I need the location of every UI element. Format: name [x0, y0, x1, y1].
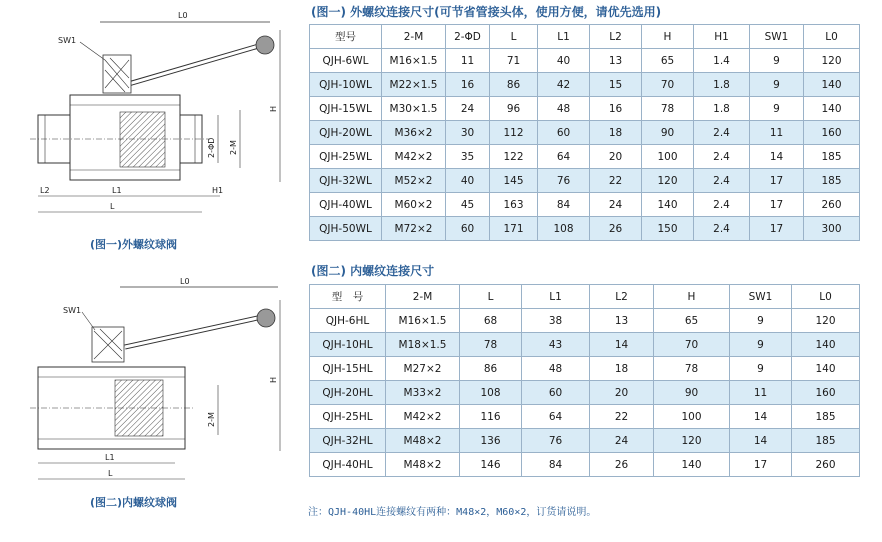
- table-cell: 17: [730, 453, 792, 477]
- table-cell: 60: [538, 121, 590, 145]
- table-cell: 100: [642, 145, 694, 169]
- column-header: 2-M: [382, 25, 446, 49]
- column-header: H: [654, 285, 730, 309]
- table-cell: 13: [590, 49, 642, 73]
- fig2-h-label: H: [269, 376, 278, 383]
- table-row: [310, 97, 860, 121]
- table-cell: 20: [590, 145, 642, 169]
- table-cell: M42×2: [386, 405, 460, 429]
- table-cell: 1.8: [694, 97, 750, 121]
- table-cell: 160: [804, 121, 860, 145]
- column-header: 型 号: [310, 285, 386, 309]
- table-row: [310, 429, 860, 453]
- table-cell: QJH-10WL: [310, 73, 382, 97]
- column-header: L1: [538, 25, 590, 49]
- table-row: [310, 121, 860, 145]
- fig1-l2-label: L2: [40, 186, 50, 195]
- table-cell: 20: [590, 381, 654, 405]
- table-cell: 17: [750, 217, 804, 241]
- table-cell: 45: [446, 193, 490, 217]
- table-cell: 146: [460, 453, 522, 477]
- table2-title: (图二) 内螺纹连接尺寸: [311, 264, 435, 278]
- table-cell: 24: [590, 193, 642, 217]
- table-cell: M48×2: [386, 453, 460, 477]
- table-cell: 185: [792, 429, 860, 453]
- table-cell: 260: [804, 193, 860, 217]
- fig2-sw1-label: SW1: [63, 306, 82, 315]
- column-header: 2-ΦD: [446, 25, 490, 49]
- table-cell: M48×2: [386, 429, 460, 453]
- table-cell: 84: [522, 453, 590, 477]
- table-cell: 48: [538, 97, 590, 121]
- figure2-caption: (图二)内螺纹球阀: [90, 496, 178, 509]
- table-cell: QJH-25WL: [310, 145, 382, 169]
- table-cell: 120: [792, 309, 860, 333]
- table-cell: 14: [730, 405, 792, 429]
- table-cell: 2.4: [694, 145, 750, 169]
- table-cell: 78: [642, 97, 694, 121]
- column-header: 2-M: [386, 285, 460, 309]
- table-row: [310, 309, 860, 333]
- table-cell: 1.4: [694, 49, 750, 73]
- table-cell: 17: [750, 193, 804, 217]
- table-cell: 15: [590, 73, 642, 97]
- table-cell: 78: [654, 357, 730, 381]
- table-cell: QJH-20WL: [310, 121, 382, 145]
- table-cell: 140: [792, 333, 860, 357]
- table-cell: 38: [522, 309, 590, 333]
- table-cell: M27×2: [386, 357, 460, 381]
- table-cell: 108: [538, 217, 590, 241]
- column-header: L2: [590, 25, 642, 49]
- table-cell: QJH-50WL: [310, 217, 382, 241]
- table-cell: QJH-6HL: [310, 309, 386, 333]
- internal-thread-spec-table: [309, 284, 860, 477]
- table-cell: 108: [460, 381, 522, 405]
- table-cell: 26: [590, 217, 642, 241]
- table-cell: 43: [522, 333, 590, 357]
- column-header: H1: [694, 25, 750, 49]
- table-cell: 160: [792, 381, 860, 405]
- table-cell: 11: [446, 49, 490, 73]
- table-cell: 40: [538, 49, 590, 73]
- table-cell: M42×2: [382, 145, 446, 169]
- order-note: 注：QJH-40HL连接螺纹有两种：M48×2，M60×2，订货请说明。: [308, 507, 597, 518]
- table-cell: 68: [460, 309, 522, 333]
- table-cell: QJH-20HL: [310, 381, 386, 405]
- table-cell: 140: [804, 97, 860, 121]
- internal-thread-valve-drawing: [0, 275, 300, 490]
- column-header: L: [460, 285, 522, 309]
- table-cell: QJH-32HL: [310, 429, 386, 453]
- table-cell: M30×1.5: [382, 97, 446, 121]
- table-cell: 60: [522, 381, 590, 405]
- table-cell: 26: [590, 453, 654, 477]
- table-cell: 2.4: [694, 169, 750, 193]
- table-cell: QJH-6WL: [310, 49, 382, 73]
- table-row: [310, 193, 860, 217]
- table-cell: 136: [460, 429, 522, 453]
- table-cell: M60×2: [382, 193, 446, 217]
- table-cell: 14: [750, 145, 804, 169]
- table-cell: QJH-40WL: [310, 193, 382, 217]
- table-cell: 1.8: [694, 73, 750, 97]
- table-cell: 17: [750, 169, 804, 193]
- column-header: L: [490, 25, 538, 49]
- fig1-m-label: 2-M: [229, 140, 238, 155]
- table-row: [310, 381, 860, 405]
- fig1-phid-label: 2-ΦD: [207, 137, 216, 158]
- table-cell: 48: [522, 357, 590, 381]
- table-cell: 30: [446, 121, 490, 145]
- table-cell: 18: [590, 121, 642, 145]
- table-cell: 9: [730, 309, 792, 333]
- table-cell: 16: [590, 97, 642, 121]
- table-cell: M33×2: [386, 381, 460, 405]
- fig1-sw1-label: SW1: [58, 36, 77, 45]
- table-cell: 86: [460, 357, 522, 381]
- table-cell: 9: [750, 97, 804, 121]
- table-cell: 16: [446, 73, 490, 97]
- column-header: L0: [804, 25, 860, 49]
- table2-header-row: [310, 285, 860, 309]
- table-cell: 96: [490, 97, 538, 121]
- table-cell: M72×2: [382, 217, 446, 241]
- fig1-l0-label: L0: [178, 11, 188, 20]
- table-cell: 185: [804, 145, 860, 169]
- table-cell: 185: [792, 405, 860, 429]
- table-cell: 40: [446, 169, 490, 193]
- table-cell: 120: [654, 429, 730, 453]
- table-cell: M36×2: [382, 121, 446, 145]
- table-cell: 70: [642, 73, 694, 97]
- table-cell: 90: [654, 381, 730, 405]
- table-cell: 84: [538, 193, 590, 217]
- table-cell: 260: [792, 453, 860, 477]
- table-cell: 112: [490, 121, 538, 145]
- table-cell: 100: [654, 405, 730, 429]
- table-cell: 76: [522, 429, 590, 453]
- table-cell: 185: [804, 169, 860, 193]
- table-cell: M52×2: [382, 169, 446, 193]
- table-cell: M18×1.5: [386, 333, 460, 357]
- external-thread-valve-drawing: [0, 0, 300, 232]
- table-cell: 120: [642, 169, 694, 193]
- table-cell: 42: [538, 73, 590, 97]
- table-cell: 2.4: [694, 217, 750, 241]
- table-row: [310, 453, 860, 477]
- table-cell: 171: [490, 217, 538, 241]
- table1-title: (图一) 外螺纹连接尺寸(可节省管接头体，使用方便，请优先选用): [311, 5, 662, 19]
- table-cell: 140: [642, 193, 694, 217]
- table-cell: 140: [792, 357, 860, 381]
- column-header: L1: [522, 285, 590, 309]
- table-cell: QJH-32WL: [310, 169, 382, 193]
- table-cell: 14: [730, 429, 792, 453]
- table-cell: 14: [590, 333, 654, 357]
- table-cell: 18: [590, 357, 654, 381]
- table-cell: 76: [538, 169, 590, 193]
- fig1-l1-label: L1: [112, 186, 122, 195]
- table-cell: 65: [654, 309, 730, 333]
- table-cell: 70: [654, 333, 730, 357]
- table-row: [310, 357, 860, 381]
- table-cell: 11: [750, 121, 804, 145]
- table-cell: 9: [730, 357, 792, 381]
- column-header: H: [642, 25, 694, 49]
- table-row: [310, 333, 860, 357]
- table-cell: 116: [460, 405, 522, 429]
- table-cell: 24: [446, 97, 490, 121]
- table-cell: M22×1.5: [382, 73, 446, 97]
- table-cell: 2.4: [694, 193, 750, 217]
- table-row: [310, 405, 860, 429]
- column-header: L2: [590, 285, 654, 309]
- table-cell: 22: [590, 405, 654, 429]
- fig1-h1-label: H1: [212, 186, 224, 195]
- table-cell: M16×1.5: [386, 309, 460, 333]
- table-cell: 140: [804, 73, 860, 97]
- table-cell: QJH-40HL: [310, 453, 386, 477]
- table-cell: 300: [804, 217, 860, 241]
- fig1-h-label: H: [269, 105, 278, 112]
- fig2-l1-label: L1: [105, 453, 115, 462]
- table-cell: 22: [590, 169, 642, 193]
- table-cell: QJH-10HL: [310, 333, 386, 357]
- table-cell: QJH-25HL: [310, 405, 386, 429]
- table-cell: 2.4: [694, 121, 750, 145]
- table-cell: 122: [490, 145, 538, 169]
- fig2-l0-label: L0: [180, 277, 190, 286]
- table-cell: 140: [654, 453, 730, 477]
- table-cell: 9: [750, 49, 804, 73]
- table-cell: 64: [522, 405, 590, 429]
- table-cell: 24: [590, 429, 654, 453]
- table-cell: M16×1.5: [382, 49, 446, 73]
- external-thread-spec-table: [309, 24, 860, 241]
- table-row: [310, 169, 860, 193]
- table-cell: 163: [490, 193, 538, 217]
- table-row: [310, 49, 860, 73]
- table-row: [310, 73, 860, 97]
- fig1-l-label: L: [110, 202, 115, 211]
- table-cell: 90: [642, 121, 694, 145]
- fig2-m-label: 2-M: [207, 412, 216, 427]
- table-row: [310, 145, 860, 169]
- table-cell: 145: [490, 169, 538, 193]
- column-header: SW1: [750, 25, 804, 49]
- table-row: [310, 217, 860, 241]
- table-cell: 78: [460, 333, 522, 357]
- table-cell: 35: [446, 145, 490, 169]
- fig2-l-label: L: [108, 469, 113, 478]
- table-cell: 60: [446, 217, 490, 241]
- table-cell: 11: [730, 381, 792, 405]
- table-cell: QJH-15WL: [310, 97, 382, 121]
- table-cell: QJH-15HL: [310, 357, 386, 381]
- table-cell: 150: [642, 217, 694, 241]
- column-header: 型号: [310, 25, 382, 49]
- table-cell: 71: [490, 49, 538, 73]
- table-cell: 65: [642, 49, 694, 73]
- table-cell: 86: [490, 73, 538, 97]
- table1-header-row: [310, 25, 860, 49]
- column-header: SW1: [730, 285, 792, 309]
- table-cell: 13: [590, 309, 654, 333]
- table-cell: 9: [750, 73, 804, 97]
- table-cell: 120: [804, 49, 860, 73]
- figure1-caption: (图一)外螺纹球阀: [90, 238, 178, 251]
- table-cell: 64: [538, 145, 590, 169]
- column-header: L0: [792, 285, 860, 309]
- table-cell: 9: [730, 333, 792, 357]
